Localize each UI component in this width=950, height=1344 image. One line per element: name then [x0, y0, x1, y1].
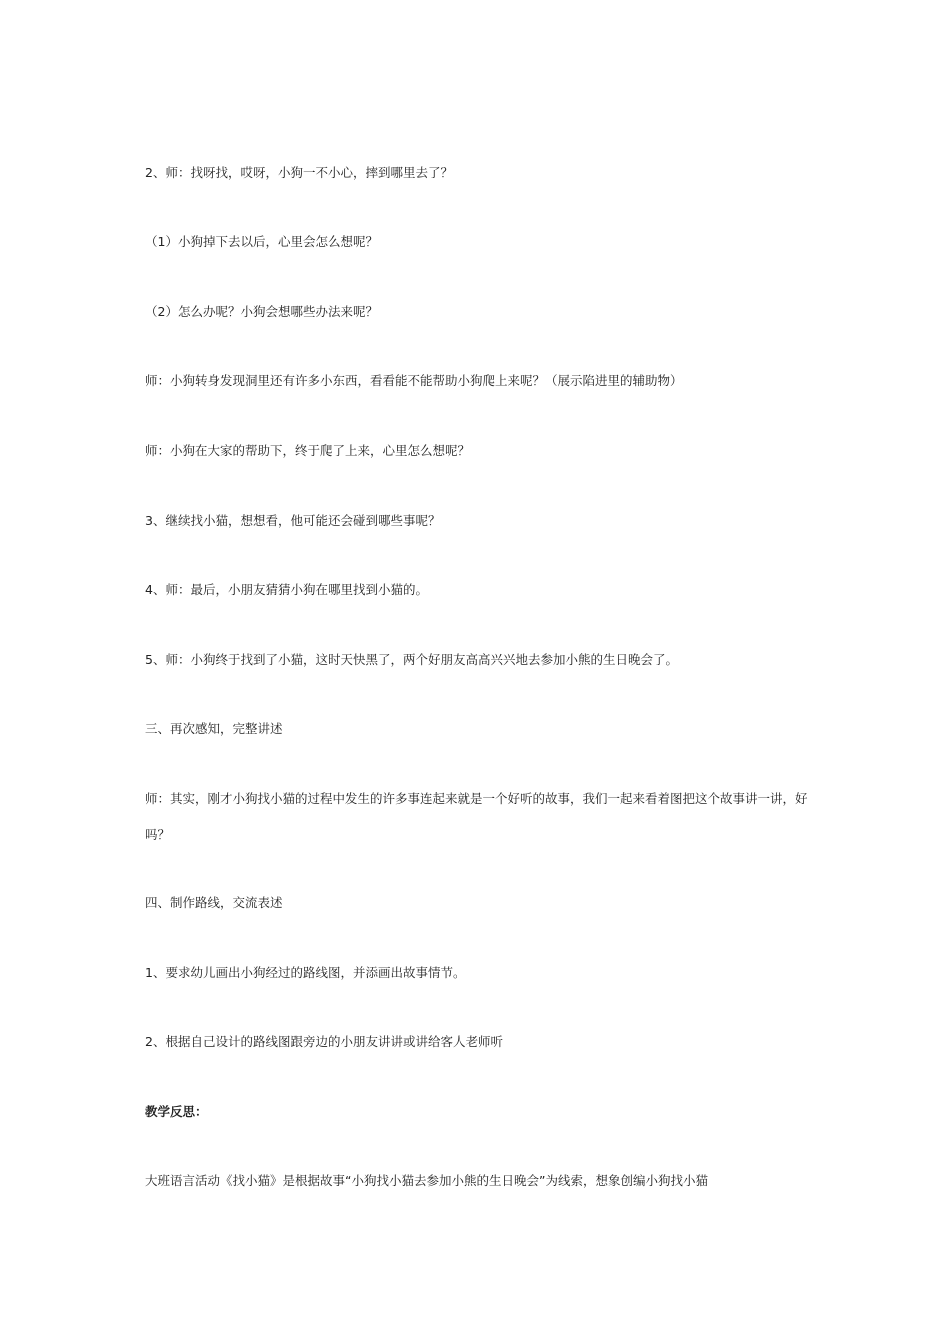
paragraph-route-2: 2、根据自己设计的路线图跟旁边的小朋友讲讲或讲给客人老师听: [145, 1034, 503, 1049]
paragraph-retell: 师：其实，刚才小狗找小猫的过程中发生的许多事连起来就是一个好听的故事，我们一起来看着图把这个故事讲一讲，好吗？: [145, 791, 808, 842]
paragraph-question-2: （2）怎么办呢？小狗会想哪些办法来呢？: [145, 304, 378, 319]
paragraph-question-1: （1）小狗掉下去以后，心里会怎么想呢？: [145, 234, 378, 249]
section-heading-4: 四、制作路线，交流表述: [145, 895, 283, 910]
paragraph-teacher-climbed: 师：小狗在大家的帮助下，终于爬了上来，心里怎么想呢？: [145, 443, 471, 458]
reflection-heading: 教学反思：: [145, 1104, 208, 1119]
paragraph-step-2: 2、师：找呀找，哎呀，小狗一不小心，摔到哪里去了？: [145, 165, 453, 180]
paragraph-step-4: 4、师：最后，小朋友猜猜小狗在哪里找到小猫的。: [145, 582, 428, 597]
paragraph-teacher-helpers: 师：小狗转身发现洞里还有许多小东西，看看能不能帮助小狗爬上来呢？（展示陷进里的辅助物）: [145, 373, 683, 388]
paragraph-route-1: 1、要求幼儿画出小狗经过的路线图，并添画出故事情节。: [145, 965, 466, 980]
paragraph-step-5: 5、师：小狗终于找到了小猫，这时天快黑了，两个好朋友高高兴兴地去参加小熊的生日晚会了。: [145, 652, 678, 667]
reflection-paragraph: 大班语言活动《找小猫》是根据故事“小狗找小猫去参加小熊的生日晚会”为线索，想象创编小狗找小猫: [145, 1173, 708, 1188]
section-heading-3: 三、再次感知，完整讲述: [145, 721, 283, 736]
paragraph-step-3: 3、继续找小猫，想想看，他可能还会碰到哪些事呢？: [145, 513, 441, 528]
